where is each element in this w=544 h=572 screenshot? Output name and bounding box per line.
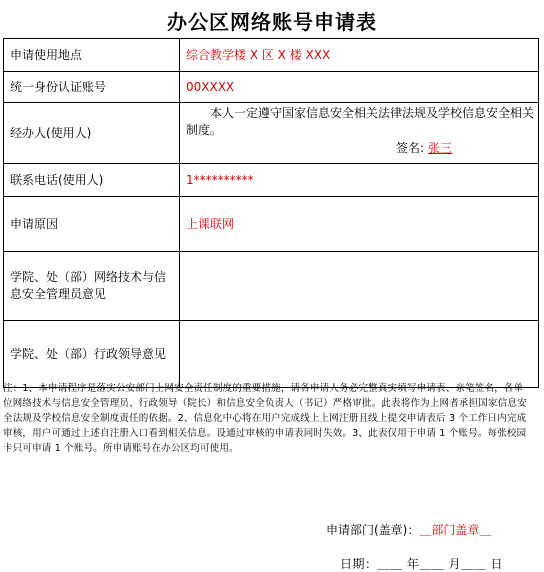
dept-stamp-line xyxy=(326,521,491,538)
leader-opinion-value[interactable] xyxy=(180,321,539,388)
date-line[interactable]: 日期：＿＿ 年＿＿ 月＿＿ 日 xyxy=(340,557,503,571)
phone-label: 联系电话(使用人) xyxy=(4,164,180,197)
location-label: 申请使用地点 xyxy=(4,39,180,72)
leader-opinion-label: 学院、处（部）行政领导意见 xyxy=(4,321,180,388)
row-reason xyxy=(4,197,539,252)
form-note: 注：1、本申请程序是落实公安部门上网安全责任制度的重要措施，请各申请人务必完整真实填写申请表、亲笔签名，各单位网络技术与信息安全管理员、行政领导（院长）和信息安全负责人（书记）严格审批。此表将作为上网者承担国家信息安全法规及学校信息安全制度责任的依据。2、信息化中心将在用户完成线上上网注册且线上提交申请表后 3 个工作日内完成审核，用户可通过上述自注册入口看到相关信息。设通过审核的申请表同时失效。3、此表仅用于申请 1 个账号。每张校园卡只可申请 1 个账号。所申请账号在办公区均可使用。 xyxy=(3,383,527,454)
row-phone xyxy=(4,164,539,197)
dept-label: 申请部门(盖章)： xyxy=(326,523,420,537)
pledge-text: 本人一定遵守国家信息安全相关法律法规及学校信息安全相关制度。 xyxy=(186,106,535,137)
signature-line xyxy=(396,140,452,157)
reason-label: 申请原因 xyxy=(4,197,180,252)
application-form-table xyxy=(3,38,539,388)
dept-stamp-value[interactable]: ＿部门盖章＿ xyxy=(419,523,492,537)
row-handler xyxy=(4,103,539,164)
pledge-cell xyxy=(180,103,539,164)
handler-label: 经办人(使用人) xyxy=(4,103,180,164)
signature-name[interactable]: 张三 xyxy=(427,141,452,155)
form-title: 办公区网络账号申请表 xyxy=(167,10,377,34)
row-leader-opinion xyxy=(4,321,539,388)
location-value[interactable]: 综合教学楼 X 区 X 楼 XXX xyxy=(180,39,539,72)
account-value[interactable]: 00XXXX xyxy=(180,72,539,103)
it-admin-opinion-value[interactable] xyxy=(180,252,539,321)
reason-value[interactable]: 上课联网 xyxy=(180,197,539,252)
row-account xyxy=(4,72,539,103)
it-admin-opinion-label: 学院、处（部）网络技术与信息安全管理员意见 xyxy=(4,252,180,321)
phone-value[interactable]: 1********** xyxy=(180,164,539,197)
row-it-admin-opinion xyxy=(4,252,539,321)
row-location xyxy=(4,39,539,72)
account-label: 统一身份认证账号 xyxy=(4,72,180,103)
signature-label: 签名: xyxy=(395,141,424,155)
